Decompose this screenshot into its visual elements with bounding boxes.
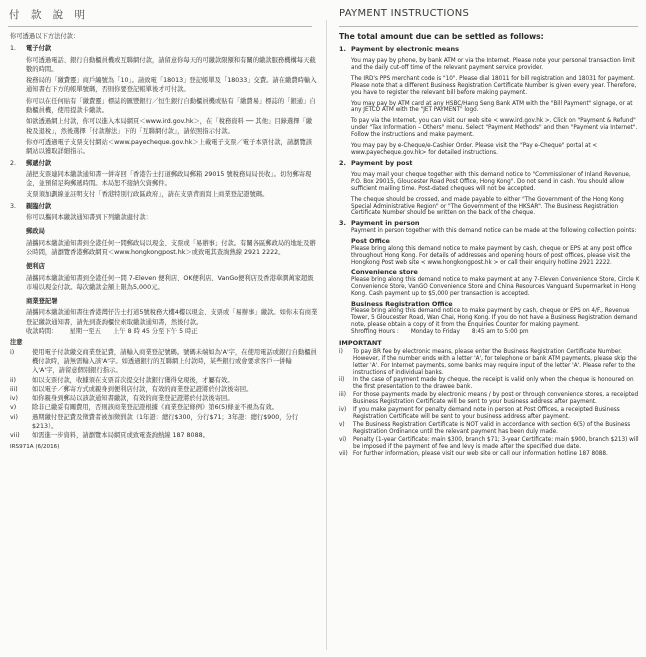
section-heading: 親臨付款 [26,202,52,210]
important-title: IMPORTANT [339,338,382,347]
page-title-en: PAYMENT INSTRUCTIONS [339,8,470,19]
note-item [10,431,318,440]
section-number: 3. [339,219,346,228]
section-number: 2. [10,159,17,167]
hours-days: 星期一至五 [69,328,101,336]
note-item [339,422,640,436]
note-number: vi) [339,436,347,443]
note-number: i) [10,348,15,356]
note-text: 除非已繳妥有關費用，否則該商業登記證根據《商業登記條例》第6(5)條並不視為有效。 [32,404,278,412]
subheading-post-office: Post Office [351,237,390,246]
english-column [331,0,642,657]
section-post-zh [10,159,318,200]
paragraph: You may pay by e-Cheque/e-Cashier Order. Please visit the "Pay e-Cheque" portal at < www.payecheque.gov.hk> for detailed instructions. [351,143,598,156]
note-text: 如以支票付款，收據須在支票首次提交付款銀行獲得兌現後，才屬有效。 [32,376,234,384]
note-text: 如你親身到郵局以該款通知書繳款，有效的商業登記證將於付款後寄回。 [32,395,234,403]
note-text: The Business Registration Certificate is NOT valid in accordance with section 6(5) of the Business Registration Ordinance until the relevant payment has been duly made. [353,421,631,435]
hours-label: Shroffing Hours : [351,328,399,335]
hours-label: 收款時間： [26,328,58,336]
paragraph: Please bring along this demand notice to make payment at any 7-Eleven Convenience Store, Circle K Convenience Store, VanGO Convenience Store and China Resources Vanguard Supermarket in Hong Kong. Cash payment up to $5,000 per transaction is accepted. [351,276,640,297]
section-electronic-en [339,45,640,157]
office-hours [26,327,318,336]
paragraph: 請攜同本繳款通知書到全港任何一間 7-Eleven 便利店、OK便利店、VanGo便利店及香港華潤萬家超級市場以現金付款。每次繳款金額上限為5,000元。 [26,274,314,291]
paragraph: 你亦可透過電子支票支付網站＜www.payecheque.gov.hk＞上載電子支票／電子本票付款，請瀏覽該網站以獲取詳細指示。 [26,138,313,156]
section-heading: 郵遞付款 [26,159,52,167]
note-item [339,377,640,391]
section-number: 1. [339,45,346,53]
note-number: vii) [10,432,20,440]
note-item [10,413,318,432]
paragraph: You may pay by phone, by bank ATM or via the Internet. Please note your personal transaction limit and the daily cut-off time of the relevant payment service provider. [351,58,636,71]
chinese-column [0,0,322,657]
subheading-post-office: 郵政局 [26,228,45,236]
note-number: iv) [339,407,347,414]
note-item [10,348,318,376]
section-electronic-zh [10,44,318,156]
notes-title-zh: 注意 [10,339,23,347]
paragraph: 你可以在任何貼有「繳費靈」標誌的匯豐銀行／恒生銀行自動櫃員機或貼有「繳費易」標誌的「銀通」自動櫃員機，使用提款卡繳款。 [26,97,316,115]
note-number: i) [339,348,343,355]
section-heading: Payment by electronic means [351,45,460,53]
note-text: To pay BR fee by electronic means, please enter the Business Registration Certificate Number. However, if the number ends with a letter 'A', for telephone or bank ATM payments, please skip the letter 'A'. For Internet payments, some banks may require input of the letter 'A'. Please refer to the instructions of individual banks. [353,348,637,376]
section-number: 3. [10,202,17,210]
paragraph: To pay via the Internet, you can visit our web site < www.ird.gov.hk >. Click on "Payment & Refund" under "Tax Information – Others" menu. Select "Payment Methods" and then "Payment via Internet". Follow the instructions and make payment. [351,118,638,139]
paragraph: 你可透過電話、銀行自動櫃員機或互聯網付款，請留意你每天的可繳款限額和有關的繳款服務機構每天截數的時間。 [26,56,316,73]
paragraph: 請攜同本繳款通知書到全港任何一間郵政局以現金、支票或「易辦事」付款。有關各區郵政局的地址及辦公時間，請瀏覽香港郵政網頁＜www.hongkongpost.hk＞或致電其查詢熱線 2921 2222。 [26,239,316,256]
section-heading: 電子付款 [26,45,52,53]
section-heading: Payment by post [351,158,413,167]
note-text: 如需進一步資料，請瀏覽本局網頁或致電查詢熱線 187 8088。 [32,432,209,440]
note-number: iii) [10,385,18,393]
section-in-person-en [339,219,640,335]
intro-zh: 你可透過以下方法付款： [10,33,80,40]
note-number: v) [10,404,17,412]
note-item [339,451,640,458]
note-item [339,407,640,421]
section-heading: Payment in person [351,219,420,228]
paragraph: 如欲透過網上付款，你可以進入本局網頁＜www.ird.gov.hk＞，在「稅務資料 ── 其他」目錄選擇「繳稅及退稅」，然後選擇「付款辦法」下的「互聯網付款」，請依照指示付款。 [26,118,313,135]
note-number: iv) [10,395,18,403]
subheading-br-office: Business Registration Office [351,299,453,308]
paragraph: You may mail your cheque together with this demand notice to "Commissioner of Inland Revenue, P.O. Box 29015, Gloucester Road Post Office, Hong Kong". Do not send in cash. You should allow sufficient mailing time. Post-dated cheques will not be accepted. [351,171,631,192]
paragraph: The cheque should be crossed, and made payable to either "The Government of the Hong Kong Special Administrative Region" or "The Government of the HKSAR". The Business Registration Certificate Number should be written on the back of the cheque. [351,196,624,217]
note-text: 使用電子付款繳交商業登記費，請輸入商業登記號碼。號碼未端如為'A'字，在使用電話或銀行自動櫃員機付款時，請無需輸入該'A'字。如透過銀行的互聯網上付款時，某些銀行或會要求客戶一併輸入'A'字，請留意個別銀行指示。 [32,348,317,375]
note-number: vii) [339,451,348,458]
note-text: If you make payment for penalty demand note in person at Post Offices, a receipted Business Registration Certificate will be sent to your business address after payment. [353,407,620,420]
paragraph: 請把支票連同本繳款通知書一併寄回「香港告士打道郵政局郵箱 29015 號稅務局局長收」。切勿郵寄現金，並預留足夠郵遞時間。本局恕不接納欠資郵件。 [26,170,312,188]
note-text: For further information, please visit our web site or call our information hotline 187 8088. [353,451,608,458]
note-text: 過期繳付登記費及徵費者被加徵罰款（1年證：總行$300，分行$71；3年證：總行$900，分行$213）。 [32,413,299,430]
note-item [10,385,318,394]
note-number: ii) [339,377,345,384]
note-text: 如以電子／郵寄方式或親身到便利店付款，有效的商業登記證將於付款後寄回。 [32,385,253,393]
paragraph: 支票須加劃線並註明支付「香港特別行政區政府」，請在支票背面寫上商業登記證號碼。 [26,191,269,199]
paragraph: 請攜同本繳款通知書往香港灣仔告士打道5號稅務大樓4樓以現金、支票或「易辦事」繳款。如你未有商業登記繳款通知書，請先到查詢櫃位索取繳款通知書，然後付款。 [26,309,318,326]
paragraph: The IRD's PPS merchant code is "10". Please dial 18011 for bill registration and 18031 for payment. Please note that a different Business Registration Certificate Number is given every year. Therefore, you have to register the relevant bill before making payment. [351,75,637,96]
note-item [10,376,318,385]
form-code: IRS971A (6/2016) [10,443,60,450]
paragraph: Please bring along this demand notice to make payment by cash, cheque or EPS at any post office throughout Hong Kong. For details of addresses and opening hours of post offices, please visit the Hongkong Post web site < www.hongkongpost.hk > or call their enquiry hotline 2921 2222. [351,245,633,266]
note-text: Penalty (1-year Certificate: main $300, branch $71; 3-year Certificate: main $900, branch $213) will be imposed if the payment of fee and levy is made after the specified due date. [353,436,639,450]
section-number: 1. [10,45,17,53]
section-in-person-zh [10,202,318,337]
note-item [339,392,640,406]
title-rule [339,26,638,27]
note-item [10,394,318,403]
note-number: iii) [339,392,346,399]
paragraph: Payment in person together with this demand notice can be made at the following collection points: [351,228,637,235]
note-number: v) [339,421,345,428]
note-text: In the case of payment made by cheque, the receipt is valid only when the cheque is honoured on the first presentation to the drawee bank. [353,377,634,391]
section-post-en [339,159,640,217]
office-hours [351,329,640,336]
subheading-convenience-store: Convenience store [351,268,418,277]
column-divider [326,20,327,650]
hours-days: Monday to Friday [410,328,460,335]
subheading-convenience-store: 便利店 [26,263,45,271]
paragraph: Please bring along this demand notice to make payment by cash, cheque or EPS on 4/F., Revenue Tower, 5 Gloucester Road, Wan Chai, Hong Kong. If you do not have a Business Registration demand note, please obtain a copy of it from the Enquiries Counter for making payment. [351,308,638,328]
intro-en: The total amount due can be settled as follows: [339,32,544,41]
subheading-br-office: 商業登記署 [26,298,58,306]
paragraph: 你可以攜同本繳款通知書到下列繳款處付款： [26,214,152,222]
paragraph: You may pay by ATM card at any HSBC/Hang Seng Bank ATM with the "Bill Payment" signage, or at any JETCO ATM with the "JET PAYMENT" logo. [351,100,633,114]
note-item [339,437,640,451]
page-title-zh: 付 款 說 明 [9,9,90,21]
note-number: vi) [10,413,18,421]
hours-time: 8:45 am to 5:00 pm [471,328,529,335]
note-number: ii) [10,376,16,384]
note-text: For those payments made by electronic means / by post or through convenience stores, a receipted Business Registration Certificate will be sent to your business address after payment. [353,392,639,406]
hours-time: 上午 8 時 45 分至下午 5 時正 [112,328,198,336]
note-item [10,403,318,412]
paragraph: 稅務局的「繳費靈」商戶編號為「10」。請致電「18013」登記帳單及「18033」交費。請在繳費時輸入通知書右下方的帳單號碼，否則你要登記帳單後才可付款。 [26,77,317,94]
section-number: 2. [339,158,346,167]
note-item [339,349,640,377]
